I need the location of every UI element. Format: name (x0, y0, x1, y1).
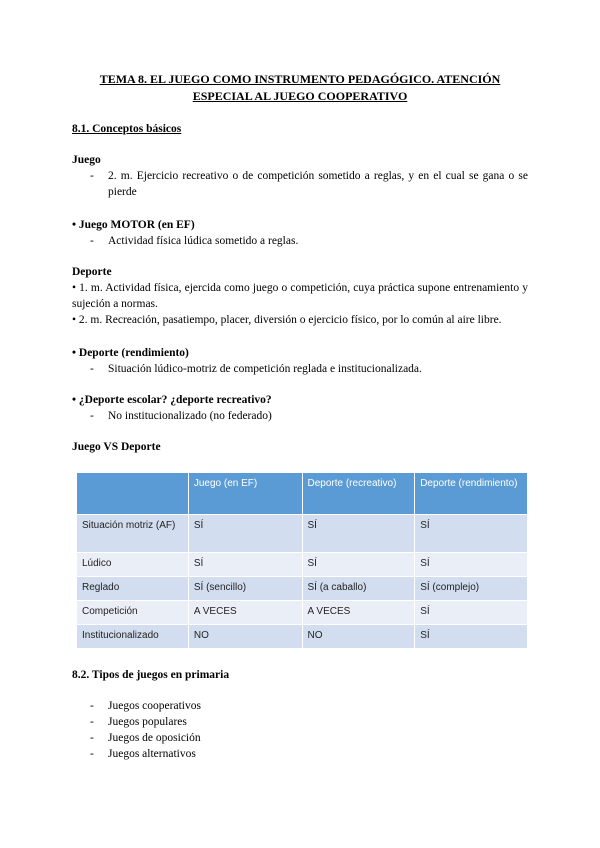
table-row (77, 577, 528, 601)
dash-bullet: - (90, 716, 94, 728)
table-cell: Reglado (77, 577, 189, 601)
section-1-heading: 8.1. Conceptos básicos (72, 123, 182, 135)
list-item-text: Juegos cooperativos (108, 700, 201, 712)
table-header-cell: Deporte (rendimiento) (415, 473, 528, 515)
table-cell: Situación motriz (AF) (77, 515, 189, 553)
deporte-rendimiento-definition (72, 361, 528, 377)
deporte-rendimiento-text: Situación lúdico-motriz de competición reglada e institucionalizada. (108, 363, 422, 375)
dash-bullet: - (90, 170, 94, 182)
list-item-text: Juegos populares (108, 716, 187, 728)
table-cell: Competición (77, 601, 189, 625)
table-cell: SÍ (188, 553, 302, 577)
juego-definition-text: 2. m. Ejercicio recreativo o de competición sometido a reglas, y en el cual se gana o se pierde (108, 170, 528, 198)
document-title: TEMA 8. EL JUEGO COMO INSTRUMENTO PEDAGÓGICO. ATENCIÓN ESPECIAL AL JUEGO COOPERATIVO (99, 72, 501, 103)
dash-bullet: - (90, 748, 94, 760)
table-cell: SÍ (415, 515, 528, 553)
juego-motor-definition (72, 233, 528, 249)
table-header-cell (77, 473, 189, 515)
comparison-table (76, 472, 528, 649)
table-row (77, 515, 528, 553)
list-item (72, 730, 528, 746)
list-item-text: Juegos de oposición (108, 732, 201, 744)
deporte-rendimiento-heading: • Deporte (rendimiento) (72, 347, 189, 359)
table-cell: SÍ (sencillo) (188, 577, 302, 601)
dash-bullet: - (90, 235, 94, 247)
dash-bullet: - (90, 410, 94, 422)
dash-bullet: - (90, 700, 94, 712)
juego-motor-text: Actividad física lúdica sometido a reglas. (108, 235, 299, 247)
deporte-escolar-definition (72, 408, 528, 424)
table-cell: SÍ (415, 553, 528, 577)
comparison-heading: Juego VS Deporte (72, 441, 161, 453)
table-cell: SÍ (415, 625, 528, 649)
table-cell: A VECES (302, 601, 415, 625)
table-cell: SÍ (a caballo) (302, 577, 415, 601)
list-item (72, 698, 528, 714)
table-cell: A VECES (188, 601, 302, 625)
table-cell: NO (188, 625, 302, 649)
list-item-text: Juegos alternativos (108, 748, 196, 760)
dash-bullet: - (90, 732, 94, 744)
deporte-escolar-heading: • ¿Deporte escolar? ¿deporte recreativo? (72, 394, 272, 406)
table-row (77, 625, 528, 649)
table-row (77, 601, 528, 625)
deporte-definition-2: • 2. m. Recreación, pasatiempo, placer, diversión o ejercicio físico, por lo común al aire libre. (72, 314, 502, 326)
table-header-row (77, 473, 528, 515)
table-row (77, 553, 528, 577)
table-cell: SÍ (415, 601, 528, 625)
table-cell: SÍ (188, 515, 302, 553)
juego-heading: Juego (72, 154, 101, 166)
table-cell: NO (302, 625, 415, 649)
list-item (72, 746, 528, 762)
table-cell: Lúdico (77, 553, 189, 577)
table-cell: SÍ (302, 515, 415, 553)
table-header-cell: Deporte (recreativo) (302, 473, 415, 515)
deporte-heading: Deporte (72, 266, 112, 278)
deporte-escolar-text: No institucionalizado (no federado) (108, 410, 272, 422)
list-item (72, 714, 528, 730)
juego-definition (72, 168, 528, 200)
deporte-definition-1: • 1. m. Actividad física, ejercida como juego o competición, cuya práctica supone entrenamiento y sujeción a normas. (72, 282, 528, 310)
table-cell: SÍ (302, 553, 415, 577)
dash-bullet: - (90, 363, 94, 375)
table-cell: Institucionalizado (77, 625, 189, 649)
section-2-heading: 8.2. Tipos de juegos en primaria (72, 669, 230, 681)
table-header-cell: Juego (en EF) (188, 473, 302, 515)
juego-motor-heading: • Juego MOTOR (en EF) (72, 219, 195, 231)
table-cell: SÍ (complejo) (415, 577, 528, 601)
